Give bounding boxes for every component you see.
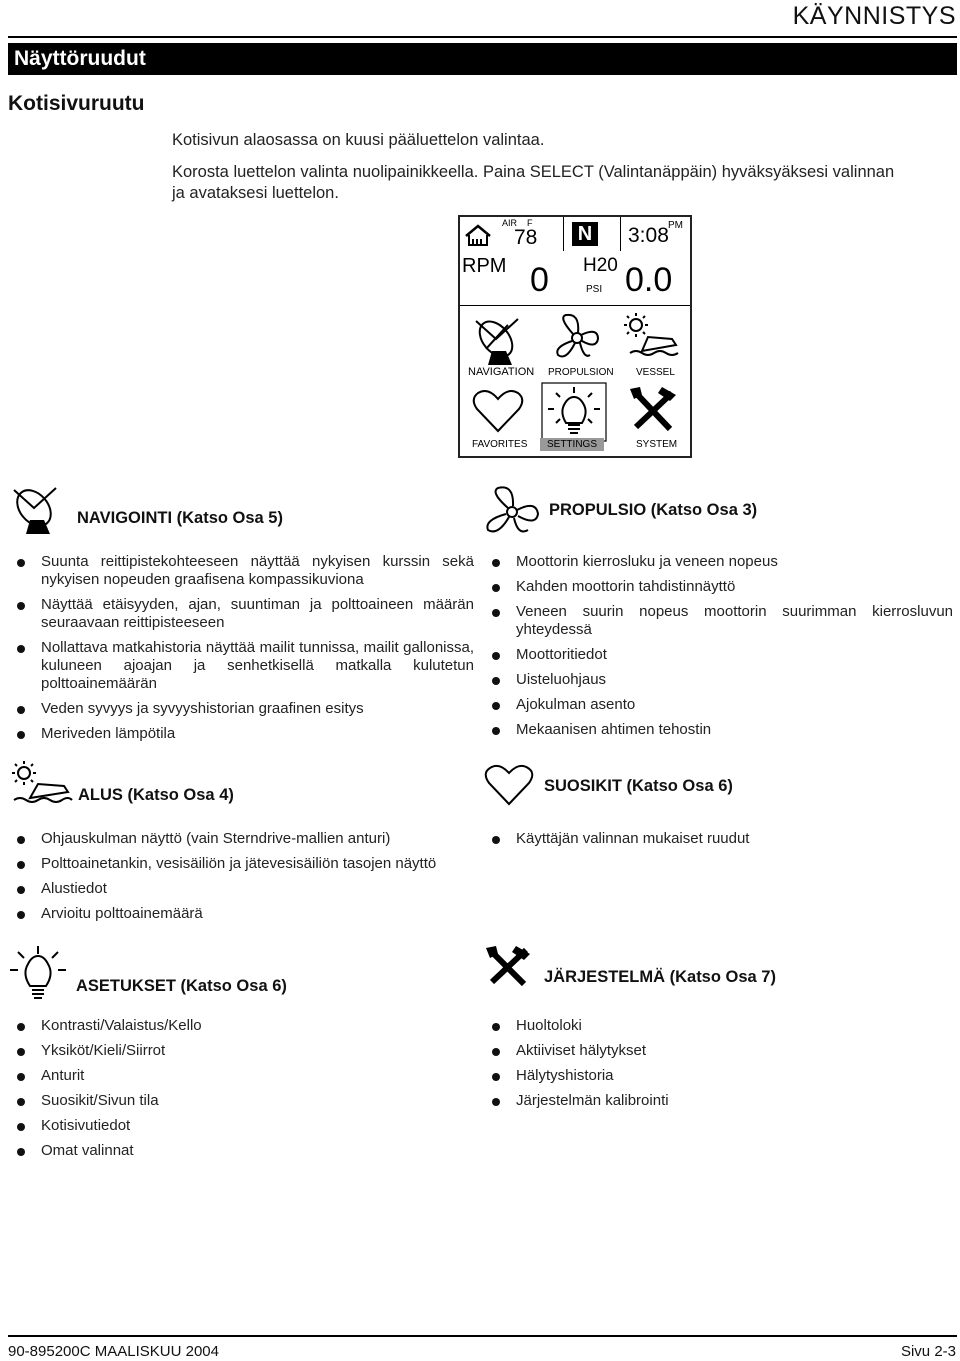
asetukset-list xyxy=(8,1017,478,1167)
psi-label: PSI xyxy=(586,284,603,295)
vessel-sun-icon xyxy=(622,311,678,363)
menu-vessel[interactable]: VESSEL xyxy=(636,367,675,378)
tools-icon xyxy=(484,944,530,988)
asetukset-heading: ASETUKSET (Katso Osa 6) xyxy=(76,977,287,995)
lightbulb-icon xyxy=(8,944,68,1004)
footer-page-number: Sivu 2-3 xyxy=(900,1343,956,1360)
list-item: Alustiedot xyxy=(8,880,478,898)
list-item: Suosikit/Sivun tila xyxy=(8,1092,478,1110)
home-screen-illustration xyxy=(458,215,692,458)
list-item: Aktiiviset hälytykset xyxy=(483,1042,953,1060)
list-item: Kontrasti/Valaistus/Kello xyxy=(8,1017,478,1035)
navigointi-list xyxy=(8,553,474,750)
list-item: Huoltoloki xyxy=(483,1017,953,1035)
list-item: Ajokulman asento xyxy=(483,696,953,714)
list-item: Yksiköt/Kieli/Siirrot xyxy=(8,1042,478,1060)
list-item: Mekaanisen ahtimen tehostin xyxy=(483,721,953,739)
rpm-value: 0 xyxy=(530,261,549,299)
list-item: Nollattava matkahistoria näyttää mailit tunnissa, mailit gallonissa, kuluneen ajoajan ja senhetkisellä matkalla kulutetun polttoainemäärän xyxy=(8,639,474,693)
satellite-dish-icon xyxy=(8,486,66,536)
clock-ampm: PM xyxy=(668,220,683,231)
suosikit-heading: SUOSIKIT (Katso Osa 6) xyxy=(544,777,733,795)
list-item: Hälytyshistoria xyxy=(483,1067,953,1085)
temp-unit-label: F xyxy=(527,218,533,228)
list-item: Käyttäjän valinnan mukaiset ruudut xyxy=(483,830,953,848)
header-rule xyxy=(8,36,957,38)
jarjestelma-heading: JÄRJESTELMÄ (Katso Osa 7) xyxy=(544,968,776,986)
chapter-title: KÄYNNISTYS xyxy=(792,2,956,30)
menu-favorites[interactable]: FAVORITES xyxy=(472,439,528,450)
list-item: Kahden moottorin tahdistinnäyttö xyxy=(483,578,953,596)
list-item: Arvioitu polttoainemäärä xyxy=(8,905,478,923)
list-item: Uisteluohjaus xyxy=(483,671,953,689)
section-title-bar: Näyttöruudut xyxy=(8,43,957,75)
vessel-sun-icon xyxy=(8,760,72,810)
compass-indicator: N xyxy=(572,222,598,246)
propeller-icon xyxy=(554,313,600,363)
list-item: Polttoainetankin, vesisäiliön ja jätevesisäiliön tasojen näyttö xyxy=(8,855,478,873)
footer-rule xyxy=(8,1335,957,1337)
intro-line-1: Kotisivun alaosassa on kuusi pääluettelon valintaa. xyxy=(172,131,545,149)
navigointi-heading: NAVIGOINTI (Katso Osa 5) xyxy=(77,509,283,527)
satellite-dish-icon xyxy=(474,315,526,367)
propeller-icon xyxy=(484,486,540,538)
menu-propulsion[interactable]: PROPULSION xyxy=(548,367,614,378)
list-item: Anturit xyxy=(8,1067,478,1085)
list-item: Suunta reittipistekohteeseen näyttää nykyisen kurssin sekä nykyisen nopeuden graafisena kompassikuviona xyxy=(8,553,474,589)
tools-icon xyxy=(626,385,678,435)
air-label: AIR xyxy=(502,218,518,228)
propulsio-heading: PROPULSIO (Katso Osa 3) xyxy=(549,501,758,519)
subsection-title: Kotisivuruutu xyxy=(8,92,145,115)
list-item: Omat valinnat xyxy=(8,1142,478,1160)
list-item: Moottorin kierrosluku ja veneen nopeus xyxy=(483,553,953,571)
suosikit-list xyxy=(483,830,953,855)
h2o-label: H20 xyxy=(583,255,618,276)
list-item: Ohjauskulman näyttö (vain Sterndrive-mallien anturi) xyxy=(8,830,478,848)
jarjestelma-list xyxy=(483,1017,953,1117)
psi-value: 0.0 xyxy=(625,261,673,299)
alus-list xyxy=(8,830,478,930)
air-temp-value: 78 xyxy=(514,226,538,249)
list-item: Kotisivutiedot xyxy=(8,1117,478,1135)
heart-icon xyxy=(472,389,524,433)
list-item: Veden syvyys ja syvyyshistorian graafinen esitys xyxy=(8,700,474,718)
propulsio-list xyxy=(483,553,953,746)
footer-date: MAALISKUU 2004 xyxy=(94,1343,219,1360)
list-item: Järjestelmän kalibrointi xyxy=(483,1092,953,1110)
footer-doc-id: 90-895200C xyxy=(8,1343,91,1360)
menu-settings-selected[interactable]: SETTINGS xyxy=(540,438,604,451)
home-icon xyxy=(464,223,492,247)
alus-heading: ALUS (Katso Osa 4) xyxy=(78,786,234,804)
menu-system[interactable]: SYSTEM xyxy=(636,439,678,450)
list-item: Meriveden lämpötila xyxy=(8,725,474,743)
list-item: Moottoritiedot xyxy=(483,646,953,664)
intro-line-3: ja avataksesi luettelon. xyxy=(172,184,339,202)
rpm-label: RPM xyxy=(462,255,507,277)
heart-icon xyxy=(484,764,534,806)
clock-time: 3:08 xyxy=(628,224,669,247)
menu-navigation[interactable]: NAVIGATION xyxy=(468,366,535,378)
lightbulb-icon xyxy=(542,383,606,441)
intro-line-2: Korosta luettelon valinta nuolipainikkeella. Paina SELECT (Valintanäppäin) hyväksyäksesi valinnan xyxy=(172,163,895,181)
list-item: Veneen suurin nopeus moottorin suurimman kierrosluvun yhteydessä xyxy=(483,603,953,639)
footer-doc-info xyxy=(8,1343,219,1360)
list-item: Näyttää etäisyyden, ajan, suuntiman ja polttoaineen määrän seuraavaan reittipisteeseen xyxy=(8,596,474,632)
